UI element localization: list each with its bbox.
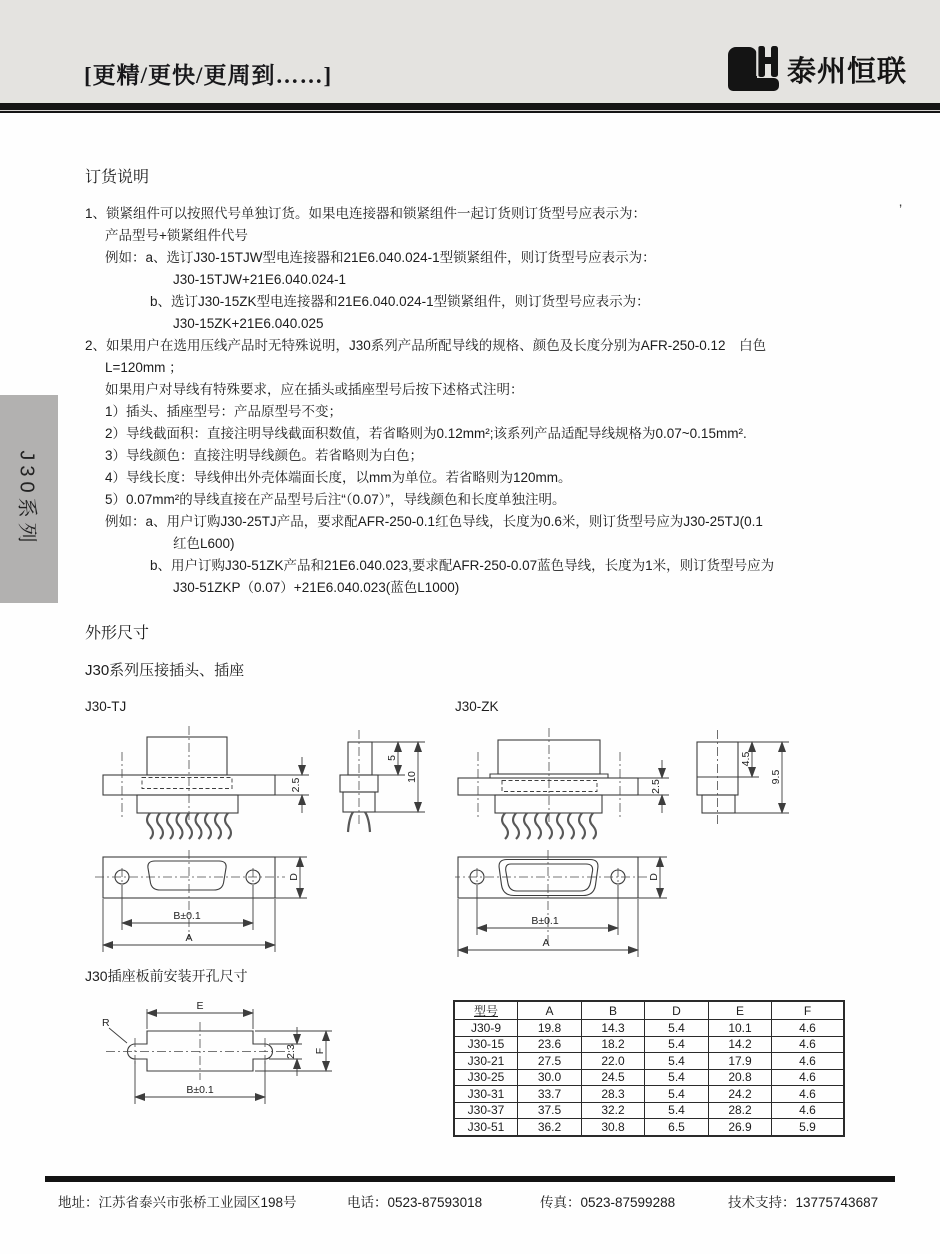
dim-label: 4.5 [740,751,752,767]
table-header-cell: F [772,1001,845,1020]
ordering-line: 3）导线颜色：直接注明导线颜色。若省略则为白色； [105,448,424,463]
table-cell: J30-25 [454,1069,518,1086]
ordering-text-block [85,203,935,599]
dim-label: D [288,873,300,881]
table-cell: 30.8 [582,1119,645,1136]
table-cell: 4.6 [772,1053,845,1070]
table-cell: 4.6 [772,1036,845,1053]
dim-label: 5 [386,755,398,761]
dim-label: R [102,1017,110,1029]
table-cell: 14.2 [709,1036,772,1053]
table-cell: J30-9 [454,1020,518,1037]
ordering-title: 订货说明 [85,169,150,186]
table-cell: J30-15 [454,1036,518,1053]
tj-side-view [340,730,425,832]
ordering-line: 红色L600) [173,536,235,551]
ordering-line: 例如：a、选订J30-15TJW型电连接器和21E6.040.024-1型锁紧组件，则订货型号应表示为： [105,250,656,265]
table-cell: 24.2 [709,1086,772,1103]
table-cell: 19.8 [518,1020,582,1037]
table-cell: 17.9 [709,1053,772,1070]
tj-top-view [103,726,309,839]
cutout-title: J30插座板前安装开孔尺寸 [85,968,248,984]
dim-label: 10 [406,771,418,783]
footer-phone: 电话：0523-87593018 [347,1195,483,1210]
ordering-line: J30-15TJW+21E6.040.024-1 [173,272,346,287]
ordering-line: 5）0.07mm²的导线直接在产品型号后注“（0.07）”，导线颜色和长度单独注明。 [105,492,566,507]
dim-label: 9.5 [770,769,782,785]
table-cell: 4.6 [772,1086,845,1103]
table-cell: 14.3 [582,1020,645,1037]
table-cell: 6.5 [645,1119,709,1136]
table-cell: 10.1 [709,1020,772,1037]
ordering-line: J30-15ZK+21E6.040.025 [173,316,324,331]
brand-name: 泰州恒联 [786,55,907,88]
ordering-line: 2、如果用户在选用压线产品时无特殊说明，J30系列产品所配导线的规格、颜色及长度分别为AFR-250-0.12 白色 [85,338,767,353]
footer-divider-bar [45,1176,895,1182]
zk-drawing-svg [455,722,795,967]
table-row [454,1086,844,1103]
table-cell: 26.9 [709,1119,772,1136]
table-cell: 36.2 [518,1119,582,1136]
table-cell: J30-51 [454,1119,518,1136]
table-cell: J30-21 [454,1053,518,1070]
footer-fax: 传真：0523-87599288 [540,1195,676,1210]
table-cell: 27.5 [518,1053,582,1070]
table-cell: 28.2 [709,1102,772,1119]
table-cell: 5.4 [645,1086,709,1103]
table-cell: 30.0 [518,1069,582,1086]
table-cell: 5.4 [645,1020,709,1037]
table-row [454,1069,844,1086]
zk-side-view [697,730,789,824]
dim-label: 2.3 [285,1044,297,1059]
dim-label: A [542,937,550,949]
table-cell: 4.6 [772,1069,845,1086]
table-cell: 5.4 [645,1069,709,1086]
table-cell: 37.5 [518,1102,582,1119]
table-row [454,1119,844,1136]
dim-label: B±0.1 [173,910,201,922]
ordering-line: 1）插头、插座型号：产品原型号不变； [105,404,343,419]
header-slogan: [更精/更快/更周到……] [84,63,333,88]
table-header-cell: B [582,1001,645,1020]
dimensions-table [453,1000,845,1137]
table-row [454,1036,844,1053]
table-header-row [454,1001,844,1020]
footer-support: 技术支持：13775743687 [728,1195,879,1210]
table-row [454,1102,844,1119]
ordering-line: b、选订J30-15ZK型电连接器和21E6.040.024-1型锁紧组件，则订货型号应表示为： [150,294,650,309]
tj-front-view [95,850,307,952]
zk-drawing-label: J30-ZK [455,699,499,714]
table-cell: 5.9 [772,1119,845,1136]
table-row [454,1020,844,1037]
table-header-cell: 型号 [454,1001,518,1020]
tj-drawing-svg [95,722,435,967]
table-cell: J30-31 [454,1086,518,1103]
ordering-line: J30-51ZKP（0.07）+21E6.040.023(蓝色L1000) [173,580,460,595]
header-divider-bar [0,103,940,110]
table-header-cell: D [645,1001,709,1020]
ordering-line: 4）导线长度：导线伸出外壳体端面长度，以mm为单位。若省略则为120mm。 [105,470,572,485]
table-cell: 28.3 [582,1086,645,1103]
dim-label: E [196,1000,204,1012]
zk-top-view [458,728,669,839]
table-header-cell: E [709,1001,772,1020]
dim-label: 2.5 [650,779,662,794]
ordering-line: b、用户订购J30-51ZK产品和21E6.040.023,要求配AFR-250-0.07蓝色导线，长度为1米，则订货型号应为 [150,558,775,573]
cutout-drawing-svg [88,996,438,1131]
ordering-line: 如果用户对导线有特殊要求，应在插头或插座型号后按下述格式注明： [105,382,524,397]
table-cell: 4.6 [772,1102,845,1119]
table-cell: 22.0 [582,1053,645,1070]
table-cell: 4.6 [772,1020,845,1037]
cutout-dimensions [102,1000,332,1104]
table-cell: 5.4 [645,1102,709,1119]
dim-label: B±0.1 [531,915,559,927]
page-header [0,0,940,103]
table-cell: 32.2 [582,1102,645,1119]
dim-label: B±0.1 [186,1084,214,1096]
ordering-line: 2）导线截面积：直接注明导线截面积数值，若省略则为0.12mm²;该系列产品适配导线规格为0.07~0.15mm². [105,426,747,441]
table-cell: 20.8 [709,1069,772,1086]
scan-artifact-mark: ’ [899,201,903,217]
dim-label: A [185,932,193,944]
brand-logo [727,45,907,93]
dim-label: 2.5 [290,777,302,793]
dim-label: D [648,873,660,881]
table-row [454,1053,844,1070]
table-cell: 5.4 [645,1053,709,1070]
table-cell: 33.7 [518,1086,582,1103]
sidebar-tab-label: J30系列 [15,450,38,548]
outline-subtitle: J30系列压接插头、插座 [85,662,245,679]
ordering-line: 1、锁紧组件可以按照代号单独订货。如果电连接器和锁紧组件一起订货则订货型号应表示为： [85,206,647,221]
table-header-cell: A [518,1001,582,1020]
ordering-line: 产品型号+锁紧组件代号 [105,228,248,243]
table-cell: 23.6 [518,1036,582,1053]
zk-front-view [455,850,667,957]
brand-logo-icon [727,45,779,93]
tj-drawing-label: J30-TJ [85,699,127,714]
header-divider-line [0,111,940,113]
outline-title: 外形尺寸 [85,625,150,642]
footer-address: 地址：江苏省泰兴市张桥工业园区198号 [58,1195,297,1210]
ordering-line: 例如：a、用户订购J30-25TJ产品，要求配AFR-250-0.1红色导线，长度为0.6米，则订货型号应为J30-25TJ(0.1 [105,514,763,529]
table-cell: 24.5 [582,1069,645,1086]
table-cell: 5.4 [645,1036,709,1053]
dim-label: F [314,1047,326,1055]
table-cell: 18.2 [582,1036,645,1053]
sidebar-tab-j30-series [0,395,58,603]
ordering-line: L=120mm ； [105,360,183,375]
table-cell: J30-37 [454,1102,518,1119]
